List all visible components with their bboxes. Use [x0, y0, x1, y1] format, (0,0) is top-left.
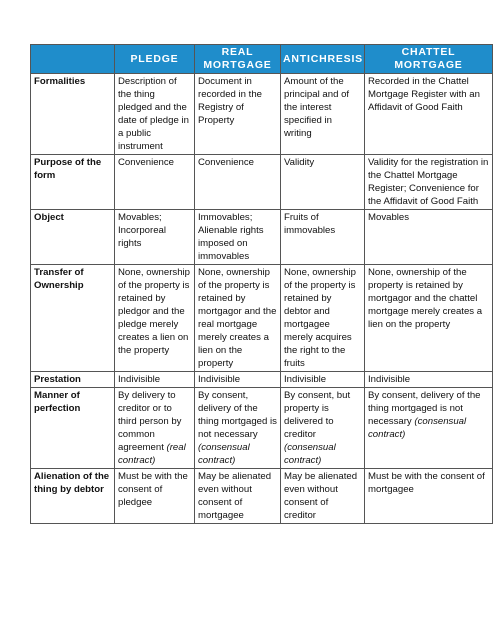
row-label: Prestation — [31, 372, 115, 388]
contract-type-note: (consensual contract) — [368, 416, 467, 440]
cell-real-mortgage: Document in recorded in the Registry of Property — [195, 74, 281, 155]
header-blank — [31, 45, 115, 74]
cell-antichresis: Validity — [281, 155, 365, 210]
cell-pledge: Must be with the consent of pledgee — [115, 469, 195, 524]
cell-chattel-mortgage: Movables — [365, 210, 493, 265]
cell-real-mortgage: Convenience — [195, 155, 281, 210]
cell-real-mortgage: Immovables; Alienable rights imposed on immovables — [195, 210, 281, 265]
table-row — [31, 74, 493, 155]
row-label: Transfer of Ownership — [31, 265, 115, 372]
cell-text: By consent, delivery of the thing mortgaged is not necessary — [198, 390, 277, 440]
table-row — [31, 155, 493, 210]
cell-real-mortgage: None, ownership of the property is retained by mortgagor and the real mortgage merely creates a lien on the property — [195, 265, 281, 372]
cell-antichresis: Indivisible — [281, 372, 365, 388]
contract-type-note: (consensual contract) — [198, 442, 250, 466]
cell-real-mortgage — [195, 388, 281, 469]
cell-pledge — [115, 388, 195, 469]
table-header — [31, 45, 493, 74]
cell-chattel-mortgage — [365, 388, 493, 469]
row-label: Purpose of the form — [31, 155, 115, 210]
table-row — [31, 469, 493, 524]
row-label: Object — [31, 210, 115, 265]
cell-pledge: Convenience — [115, 155, 195, 210]
contract-type-note: (consensual contract) — [284, 442, 336, 466]
cell-antichresis: Fruits of immovables — [281, 210, 365, 265]
comparison-table — [30, 44, 493, 524]
cell-chattel-mortgage: Recorded in the Chattel Mortgage Register with an Affidavit of Good Faith — [365, 74, 493, 155]
table-row — [31, 372, 493, 388]
header-chattel-mortgage: CHATTEL MORTGAGE — [365, 45, 493, 74]
cell-real-mortgage: Indivisible — [195, 372, 281, 388]
cell-real-mortgage: May be alienated even without consent of mortgagee — [195, 469, 281, 524]
header-real-mortgage: REAL MORTGAGE — [195, 45, 281, 74]
table-row — [31, 265, 493, 372]
contract-type-note: (real contract) — [118, 442, 186, 466]
cell-antichresis: May be alienated even without consent of creditor — [281, 469, 365, 524]
cell-chattel-mortgage: Indivisible — [365, 372, 493, 388]
header-pledge: PLEDGE — [115, 45, 195, 74]
cell-antichresis — [281, 388, 365, 469]
cell-chattel-mortgage: Validity for the registration in the Chattel Mortgage Register; Convenience for the Affidavit of Good Faith — [365, 155, 493, 210]
cell-pledge: Description of the thing pledged and the date of pledge in a public instrument — [115, 74, 195, 155]
header-row — [31, 45, 493, 74]
table-row — [31, 388, 493, 469]
cell-pledge: Movables; Incorporeal rights — [115, 210, 195, 265]
header-antichresis: ANTICHRESIS — [281, 45, 365, 74]
cell-text: By consent, but property is delivered to creditor — [284, 390, 351, 440]
row-label: Formalities — [31, 74, 115, 155]
row-label: Alienation of the thing by debtor — [31, 469, 115, 524]
table-body — [31, 74, 493, 524]
cell-text: By consent, delivery of the thing mortgaged is not necessary — [368, 390, 481, 427]
cell-pledge: Indivisible — [115, 372, 195, 388]
cell-chattel-mortgage: Must be with the consent of mortgagee — [365, 469, 493, 524]
cell-antichresis: Amount of the principal and of the interest specified in writing — [281, 74, 365, 155]
cell-antichresis: None, ownership of the property is retained by debtor and mortgagee merely acquires the right to the fruits — [281, 265, 365, 372]
cell-chattel-mortgage: None, ownership of the property is retained by mortgagor and the chattel mortgage merely creates a lien on the property — [365, 265, 493, 372]
cell-text: By delivery to creditor or to third person by common agreement — [118, 390, 182, 453]
row-label: Manner of perfection — [31, 388, 115, 469]
cell-pledge: None, ownership of the property is retained by pledgor and the pledge merely creates a lien on the property — [115, 265, 195, 372]
table-row — [31, 210, 493, 265]
